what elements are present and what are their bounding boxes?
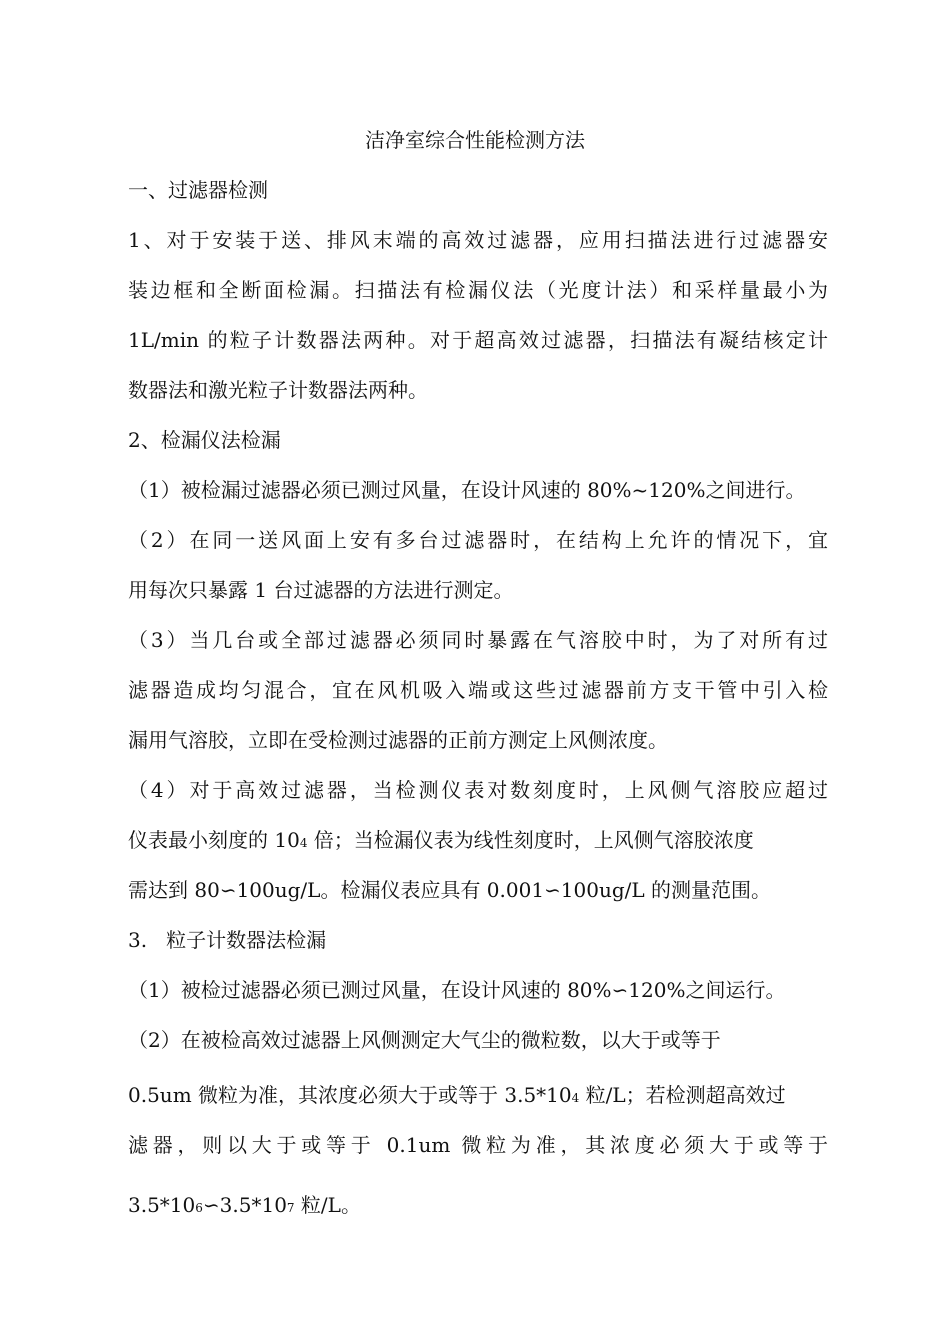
subheading-particle-counter-method: 3. 粒子计数器法检漏 — [128, 928, 327, 952]
section-heading-filter-test: 一、过滤器检测 — [128, 178, 268, 202]
document-title: 洁净室综合性能检测方法 — [365, 128, 585, 152]
item-3-line-3: 漏用气溶胶，立即在受检测过滤器的正前方测定上风侧浓度。 — [128, 728, 668, 752]
counter-item-2-line-2-part-a: 0.5um 微粒为准，其浓度必须大于或等于 3.5*10 — [128, 1083, 572, 1107]
exponent-4-b: 4 — [571, 1091, 580, 1105]
paragraph-1-line-3: 1L/min 的粒子计数器法两种。对于超高效过滤器，扫描法有凝结核定计 — [128, 328, 828, 352]
paragraph-1-line-1: 1、对于安装于送、排风末端的高效过滤器，应用扫描法进行过滤器安 — [128, 228, 828, 252]
paragraph-1-line-2: 装边框和全断面检漏。扫描法有检漏仪法（光度计法）和采样量最小为 — [128, 278, 828, 302]
item-4-line-1: （4）对于高效过滤器，当检测仪表对数刻度时，上风侧气溶胶应超过 — [128, 778, 828, 802]
counter-item-2-line-3: 滤器，则以大于或等于 0.1um 微粒为准，其浓度必须大于或等于 — [128, 1133, 828, 1157]
counter-item-2-line-4-part-a: 3.5*10 — [128, 1193, 196, 1217]
counter-item-2-line-2 — [128, 1083, 828, 1110]
item-3-line-1: （3）当几台或全部过滤器必须同时暴露在气溶胶中时，为了对所有过 — [128, 628, 828, 652]
item-1-line-1: （1）被检漏过滤器必须已测过风量，在设计风速的 80%~120%之间进行。 — [128, 478, 806, 502]
exponent-6: 6 — [195, 1201, 203, 1215]
paragraph-1-line-4: 数器法和激光粒子计数器法两种。 — [128, 378, 428, 402]
item-2-line-2: 用每次只暴露 1 台过滤器的方法进行测定。 — [128, 578, 514, 602]
counter-item-2-line-4 — [128, 1193, 361, 1220]
item-3-line-2: 滤器造成均匀混合，宜在风机吸入端或这些过滤器前方支干管中引入检 — [128, 678, 828, 702]
counter-item-2-line-4-part-b: ∽3.5*10 — [202, 1193, 287, 1217]
counter-item-2-line-2-part-b: 粒/L；若检测超高效过 — [579, 1083, 786, 1107]
item-4-line-2-part-a: 仪表最小刻度的 10 — [128, 828, 300, 852]
item-4-line-2 — [128, 828, 828, 855]
item-4-line-3: 需达到 80∽100ug/L。检漏仪表应具有 0.001∽100ug/L 的测量范围。 — [128, 878, 772, 902]
item-2-line-1: （2）在同一送风面上安有多台过滤器时，在结构上允许的情况下，宜 — [128, 528, 828, 552]
counter-item-2-line-1: （2）在被检高效过滤器上风侧测定大气尘的微粒数，以大于或等于 — [128, 1028, 721, 1052]
counter-item-2-line-4-part-c: 粒/L。 — [294, 1193, 361, 1217]
counter-item-1-line-1: （1）被检过滤器必须已测过风量，在设计风速的 80%∽120%之间运行。 — [128, 978, 786, 1002]
exponent-4: 4 — [299, 836, 308, 850]
subheading-leak-detector-method: 2、检漏仪法检漏 — [128, 428, 281, 452]
item-4-line-2-part-b: 倍；当检漏仪表为线性刻度时，上风侧气溶胶浓度 — [307, 828, 754, 852]
exponent-7: 7 — [286, 1201, 295, 1215]
